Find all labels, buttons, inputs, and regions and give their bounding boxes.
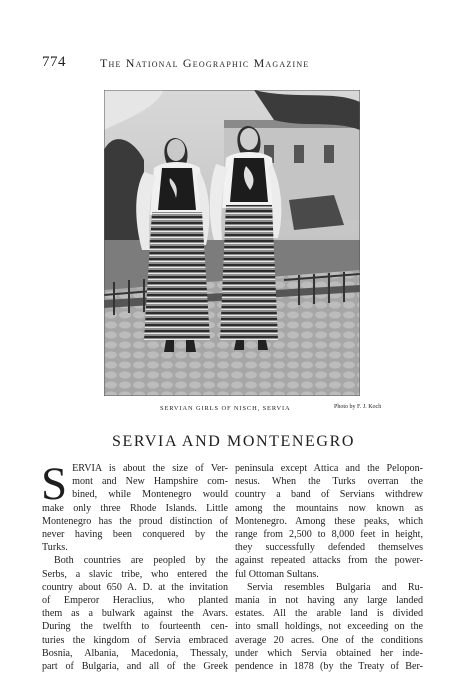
text-line: Montenegro has the proud distinction of (42, 515, 228, 527)
dropcap: S (41, 458, 68, 510)
text-line: part of Bulgaria, and all of the Greek (42, 661, 228, 673)
text-line: Bosnia, Albania, Macedonia, Thessaly, (42, 647, 228, 659)
text-line: Serbs, a slavic tribe, who entered the (42, 568, 228, 580)
text-line: During the twelfth to fourteenth cen- (42, 621, 228, 633)
text-line: Montenegro. Among these peaks, which (235, 515, 423, 527)
page-number: 774 (42, 54, 66, 70)
photo-credit: Photo by F. J. Koch (334, 404, 382, 410)
text-line: under which Servia obtained her inde- (235, 647, 423, 659)
text-line: country a band of Servians withdrew (235, 489, 423, 501)
text-line: nesus. When the Turks overran the (235, 476, 423, 488)
right-column (235, 462, 423, 673)
text-line: mania in not having any large landed (235, 595, 423, 607)
text-line: of Emperor Heraclius, who planted (42, 595, 228, 607)
text-line: against repeated attacks from the power- (235, 555, 423, 567)
text-line: Servia resembles Bulgaria and Ru- (247, 581, 423, 593)
text-line: estates. All the arable land is divided (235, 608, 423, 620)
text-line: ERVIA is about the size of Ver- (72, 463, 228, 474)
text-line: Both countries are peopled by the (54, 555, 228, 567)
left-column (41, 458, 228, 673)
photograph-servian-girls (104, 90, 360, 396)
text-line: bined, while Montenegro would (72, 489, 228, 501)
text-line: range from 2,500 to 8,000 feet in height, (235, 529, 423, 541)
text-line: into small holdings, not exceeding on the (235, 621, 423, 633)
text-line: never having been conquered by the (42, 529, 228, 541)
article-title: SERVIA AND MONTENEGRO (112, 433, 355, 450)
text-line: peninsula except Attica and the Pelopon- (235, 463, 423, 474)
text-line: make only three Rhode Islands. Little (42, 502, 228, 514)
text-line: they successfully defended themselves (235, 542, 423, 554)
text-line: among the mountains now known as (235, 502, 423, 514)
text-line: country about 650 A. D. at the invitation (42, 581, 228, 593)
text-line: mont and New Hampshire com- (72, 476, 228, 488)
text-line: pendence in 1878 (by the Treaty of Ber- (235, 661, 423, 673)
text-line: them as a bulwark against the Avars. (42, 608, 228, 620)
figure-caption: SERVIAN GIRLS OF NISCH, SERVIA (160, 405, 291, 412)
text-line: ful Ottoman Sultans. (235, 568, 319, 580)
text-line: turies the kingdom of Servia embraced (42, 634, 228, 646)
running-title: The National Geographic Magazine (100, 56, 310, 70)
text-line: average 20 acres. One of the conditions (235, 634, 423, 646)
text-line: Turks. (42, 542, 68, 554)
